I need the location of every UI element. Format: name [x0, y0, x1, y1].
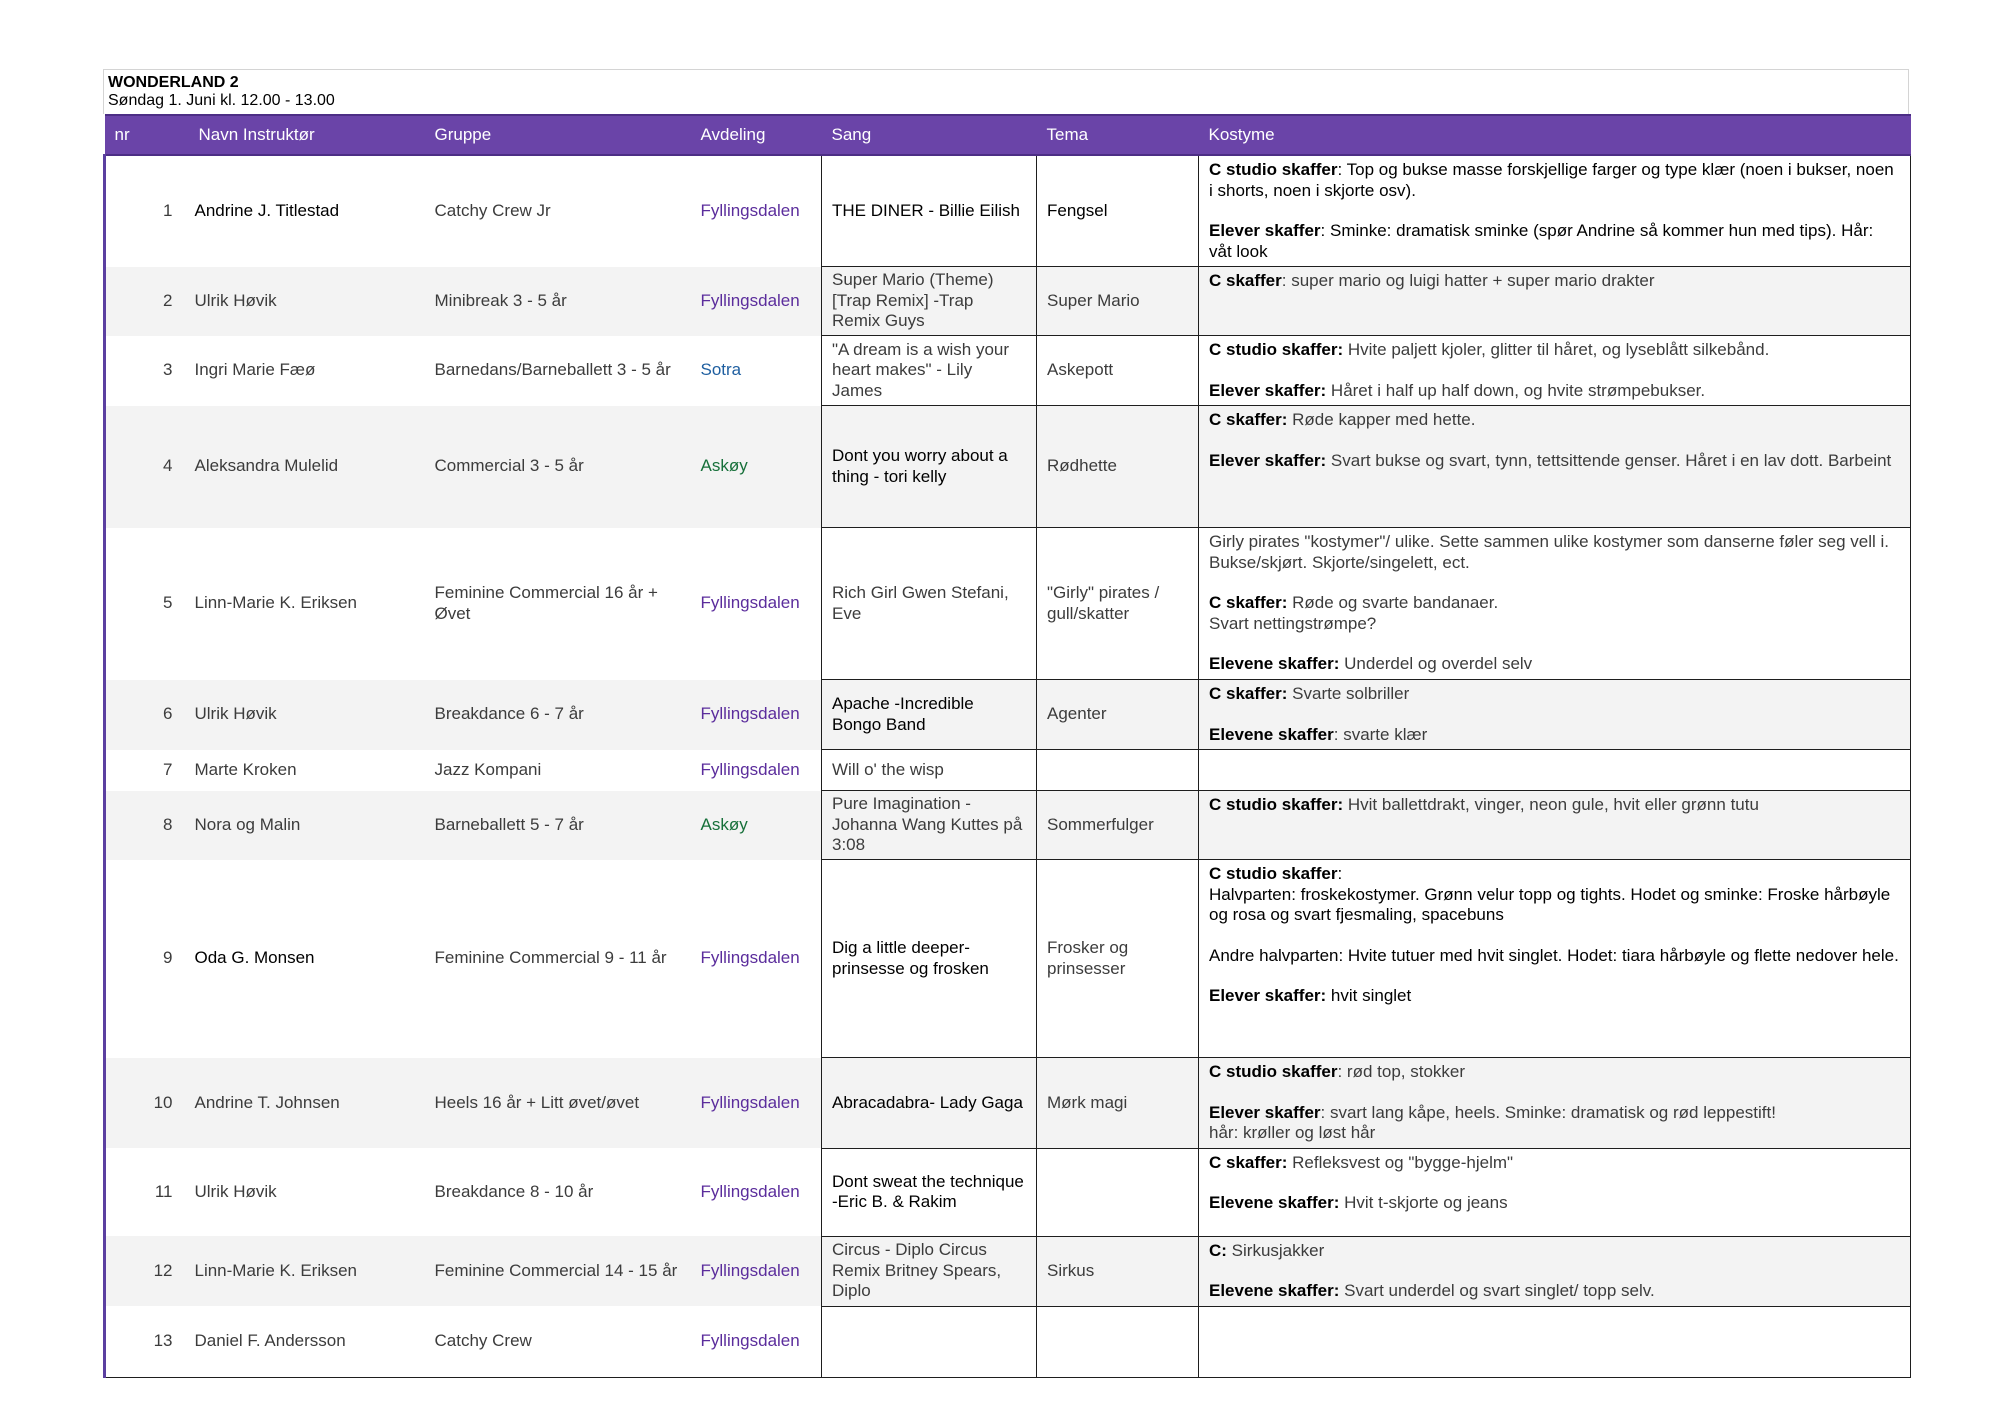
costume-line: [1209, 1103, 1900, 1124]
costume-label: Elever skaffer: [1209, 1102, 1321, 1122]
costume-text: : super mario og luigi hatter + super mario drakter: [1281, 271, 1655, 290]
costume-text: hvit singlet: [1326, 986, 1412, 1005]
costume-cell: [1199, 528, 1911, 680]
costume-gap: [1209, 361, 1900, 381]
title-box: [103, 69, 1909, 114]
theme-cell: Super Mario: [1037, 267, 1199, 336]
costume-text: Svart nettingstrømpe?: [1209, 613, 1377, 633]
costume-label: C studio skaffer:: [1209, 340, 1344, 359]
table-row: [105, 267, 1911, 336]
costume-cell: [1199, 336, 1911, 406]
costume-text: :: [1337, 864, 1343, 883]
theme-cell: [1037, 750, 1199, 791]
document-subtitle: Søndag 1. Juni kl. 12.00 - 13.00: [108, 92, 335, 109]
costume-label: C skaffer:: [1209, 593, 1288, 612]
costume-line: [1209, 381, 1900, 402]
costume-gap: [1209, 1261, 1900, 1281]
costume-gap: [1209, 926, 1900, 946]
theme-cell: Rødhette: [1037, 406, 1199, 528]
costume-label: C skaffer:: [1209, 1152, 1288, 1172]
header-nr: nr: [105, 115, 185, 155]
costume-gap: [1209, 573, 1900, 593]
costume-text: Sirkusjakker: [1226, 1240, 1325, 1260]
costume-line: [1209, 1123, 1900, 1144]
costume-gap: [1209, 634, 1900, 654]
costume-label: Elevene skaffer:: [1209, 654, 1340, 673]
group-name: Barnedans/Barneballett 3 - 5 år: [425, 336, 691, 406]
row-number: 5: [105, 528, 185, 680]
group-name: Jazz Kompani: [425, 750, 691, 791]
department-name: Fyllingsdalen: [691, 155, 822, 267]
costume-label: Elevene skaffer: [1209, 724, 1334, 744]
costume-label: Elever skaffer:: [1209, 450, 1327, 470]
table-row: [105, 750, 1911, 791]
costume-cell: [1199, 1236, 1911, 1306]
table-row: [105, 1058, 1911, 1149]
table-row: [105, 1148, 1911, 1236]
instructor-name: Ulrik Høvik: [185, 680, 425, 750]
group-name: Commercial 3 - 5 år: [425, 406, 691, 528]
row-number: 9: [105, 860, 185, 1058]
costume-gap: [1209, 1083, 1900, 1103]
header-department: Avdeling: [691, 115, 822, 155]
table-row: [105, 528, 1911, 680]
costume-label: Elever skaffer:: [1209, 380, 1327, 400]
table-row: [105, 1236, 1911, 1306]
row-number: 4: [105, 406, 185, 528]
theme-cell: Fengsel: [1037, 155, 1199, 267]
table-row: [105, 155, 1911, 267]
costume-line: [1209, 1062, 1900, 1083]
costume-line: [1209, 725, 1900, 746]
costume-text: Røde og svarte bandanaer.: [1287, 593, 1499, 612]
costume-line: [1209, 221, 1900, 262]
theme-cell: Frosker og prinsesser: [1037, 860, 1199, 1058]
costume-gap: [1209, 431, 1900, 451]
schedule-sheet: [103, 69, 1909, 1378]
table-row: [105, 860, 1911, 1058]
costume-label: Elever skaffer:: [1209, 986, 1327, 1005]
song-cell: Super Mario (Theme) [Trap Remix] -Trap Remix Guys: [822, 267, 1037, 336]
row-number: 10: [105, 1058, 185, 1149]
table-row: [105, 336, 1911, 406]
costume-line: [1209, 1241, 1900, 1262]
song-cell: Apache -Incredible Bongo Band: [822, 680, 1037, 750]
department-name: Fyllingsdalen: [691, 1236, 822, 1306]
instructor-name: Aleksandra Mulelid: [185, 406, 425, 528]
instructor-name: Ulrik Høvik: [185, 267, 425, 336]
costume-line: [1209, 946, 1900, 967]
instructor-name: Ulrik Høvik: [185, 1148, 425, 1236]
costume-gap: [1209, 201, 1900, 221]
song-cell: Circus - Diplo Circus Remix Britney Spears, Diplo: [822, 1236, 1037, 1306]
department-name: Fyllingsdalen: [691, 1306, 822, 1377]
department-name: Askøy: [691, 406, 822, 528]
department-name: Fyllingsdalen: [691, 680, 822, 750]
costume-cell: [1199, 406, 1911, 528]
costume-text: Røde kapper med hette.: [1287, 410, 1476, 429]
costume-gap: [1209, 1173, 1900, 1193]
costume-label: C studio skaffer: [1209, 160, 1338, 179]
group-name: Breakdance 6 - 7 år: [425, 680, 691, 750]
theme-cell: "Girly" pirates / gull/skatter: [1037, 528, 1199, 680]
costume-line: [1209, 340, 1900, 361]
costume-line: [1209, 614, 1900, 635]
row-number: 2: [105, 267, 185, 336]
costume-cell: [1199, 1148, 1911, 1236]
department-name: Fyllingsdalen: [691, 860, 822, 1058]
costume-line: [1209, 1153, 1900, 1174]
theme-cell: Askepott: [1037, 336, 1199, 406]
costume-label: C:: [1209, 1240, 1227, 1260]
table-row: [105, 406, 1911, 528]
costume-line: [1209, 795, 1900, 816]
costume-line: [1209, 864, 1900, 885]
theme-cell: [1037, 1306, 1199, 1377]
costume-text: hår: krøller og løst hår: [1209, 1123, 1376, 1142]
document-title: WONDERLAND 2: [108, 74, 239, 91]
department-name: Fyllingsdalen: [691, 750, 822, 791]
costume-cell: [1199, 155, 1911, 267]
costume-line: [1209, 654, 1900, 675]
theme-cell: Mørk magi: [1037, 1058, 1199, 1149]
costume-label: Elevene skaffer:: [1209, 1281, 1340, 1300]
group-name: Heels 16 år + Litt øvet/øvet: [425, 1058, 691, 1149]
costume-text: : Sminke: dramatisk sminke (spør Andrine så kommer hun med tips). Hår: våt look: [1209, 221, 1874, 261]
costume-label: C studio skaffer:: [1209, 795, 1344, 814]
song-cell: THE DINER - Billie Eilish: [822, 155, 1037, 267]
song-cell: "A dream is a wish your heart makes" - Lily James: [822, 336, 1037, 406]
table-row: [105, 791, 1911, 860]
header-song: Sang: [822, 115, 1037, 155]
theme-cell: Agenter: [1037, 680, 1199, 750]
costume-text: : Top og bukse masse forskjellige farger og type klær (noen i bukser, noen i shorts, noen i skjorte osv).: [1209, 160, 1894, 200]
costume-line: [1209, 271, 1900, 292]
costume-cell: [1199, 750, 1911, 791]
song-cell: Dig a little deeper- prinsesse og frosken: [822, 860, 1037, 1058]
costume-line: [1209, 885, 1900, 926]
song-cell: [822, 1306, 1037, 1377]
costume-text: Underdel og overdel selv: [1339, 654, 1533, 673]
costume-line: [1209, 986, 1900, 1007]
department-name: Fyllingsdalen: [691, 267, 822, 336]
costume-text: Hvite paljett kjoler, glitter til håret, og lyseblått silkebånd.: [1343, 340, 1770, 359]
costume-label: Elevene skaffer:: [1209, 1193, 1340, 1212]
schedule-table: [103, 114, 1911, 1378]
instructor-name: Oda G. Monsen: [185, 860, 425, 1058]
costume-label: C studio skaffer: [1209, 864, 1338, 883]
costume-line: [1209, 1281, 1900, 1302]
costume-cell: [1199, 791, 1911, 860]
costume-label: C skaffer:: [1209, 684, 1288, 703]
row-number: 8: [105, 791, 185, 860]
song-cell: Abracadabra- Lady Gaga: [822, 1058, 1037, 1149]
costume-line: [1209, 451, 1900, 472]
costume-label: Elever skaffer: [1209, 221, 1321, 240]
theme-cell: Sirkus: [1037, 1236, 1199, 1306]
costume-text: : rød top, stokker: [1337, 1062, 1466, 1081]
costume-line: [1209, 1193, 1900, 1214]
department-name: Askøy: [691, 791, 822, 860]
costume-cell: [1199, 1306, 1911, 1377]
group-name: Feminine Commercial 14 - 15 år: [425, 1236, 691, 1306]
group-name: Feminine Commercial 16 år + Øvet: [425, 528, 691, 680]
costume-text: Hvit t-skjorte og jeans: [1339, 1193, 1508, 1212]
costume-gap: [1209, 705, 1900, 725]
costume-line: [1209, 410, 1900, 431]
row-number: 12: [105, 1236, 185, 1306]
group-name: Minibreak 3 - 5 år: [425, 267, 691, 336]
instructor-name: Linn-Marie K. Eriksen: [185, 528, 425, 680]
table-row: [105, 1306, 1911, 1377]
instructor-name: Andrine T. Johnsen: [185, 1058, 425, 1149]
theme-cell: [1037, 1148, 1199, 1236]
costume-label: C skaffer: [1209, 271, 1282, 290]
header-theme: Tema: [1037, 115, 1199, 155]
costume-gap: [1209, 966, 1900, 986]
costume-label: C skaffer:: [1209, 410, 1288, 429]
row-number: 6: [105, 680, 185, 750]
costume-text: Svart underdel og svart singlet/ topp selv.: [1339, 1281, 1655, 1300]
instructor-name: Daniel F. Andersson: [185, 1306, 425, 1377]
costume-text: Svart bukse og svart, tynn, tettsittende genser. Håret i en lav dott. Barbeint: [1326, 450, 1892, 470]
instructor-name: Andrine J. Titlestad: [185, 155, 425, 267]
row-number: 11: [105, 1148, 185, 1236]
group-name: Catchy Crew: [425, 1306, 691, 1377]
row-number: 1: [105, 155, 185, 267]
costume-text: Girly pirates "kostymer"/ ulike. Sette sammen ulike kostymer som danserne føler seg vell i. Bukse/skjørt. Skjorte/singelett, ect.: [1209, 532, 1890, 572]
header-costume: Kostyme: [1199, 115, 1911, 155]
department-name: Fyllingsdalen: [691, 528, 822, 680]
table-row: [105, 680, 1911, 750]
costume-text: : svart lang kåpe, heels. Sminke: dramatisk og rød leppestift!: [1320, 1102, 1776, 1122]
instructor-name: Linn-Marie K. Eriksen: [185, 1236, 425, 1306]
costume-text: Hvit ballettdrakt, vinger, neon gule, hvit eller grønn tutu: [1343, 795, 1759, 814]
department-name: Sotra: [691, 336, 822, 406]
song-cell: Rich Girl Gwen Stefani, Eve: [822, 528, 1037, 680]
costume-text: Svarte solbriller: [1287, 684, 1410, 703]
header-row: [105, 115, 1911, 155]
header-group: Gruppe: [425, 115, 691, 155]
costume-text: Håret i half up half down, og hvite strømpebukser.: [1326, 380, 1706, 400]
costume-text: : svarte klær: [1333, 724, 1428, 744]
group-name: Barneballett 5 - 7 år: [425, 791, 691, 860]
row-number: 7: [105, 750, 185, 791]
row-number: 13: [105, 1306, 185, 1377]
department-name: Fyllingsdalen: [691, 1058, 822, 1149]
instructor-name: Ingri Marie Fæø: [185, 336, 425, 406]
instructor-name: Nora og Malin: [185, 791, 425, 860]
song-cell: Pure Imagination - Johanna Wang Kuttes på 3:08: [822, 791, 1037, 860]
department-name: Fyllingsdalen: [691, 1148, 822, 1236]
song-cell: Dont you worry about a thing - tori kelly: [822, 406, 1037, 528]
song-cell: Dont sweat the technique -Eric B. & Rakim: [822, 1148, 1037, 1236]
costume-label: C studio skaffer: [1209, 1062, 1338, 1081]
song-cell: Will o' the wisp: [822, 750, 1037, 791]
costume-text: Refleksvest og "bygge-hjelm": [1287, 1152, 1514, 1172]
group-name: Feminine Commercial 9 - 11 år: [425, 860, 691, 1058]
instructor-name: Marte Kroken: [185, 750, 425, 791]
costume-text: Halvparten: froskekostymer. Grønn velur topp og tights. Hodet og sminke: Froske hårbøyle og rosa og svart fjesmaling, spacebuns: [1209, 884, 1891, 924]
costume-line: [1209, 593, 1900, 614]
costume-line: [1209, 532, 1900, 573]
row-number: 3: [105, 336, 185, 406]
group-name: Catchy Crew Jr: [425, 155, 691, 267]
costume-text: Andre halvparten: Hvite tutuer med hvit singlet. Hodet: tiara hårbøyle og flette nedover hele.: [1209, 945, 1899, 965]
costume-cell: [1199, 680, 1911, 750]
header-instructor: Navn Instruktør: [185, 115, 425, 155]
costume-cell: [1199, 267, 1911, 336]
group-name: Breakdance 8 - 10 år: [425, 1148, 691, 1236]
costume-line: [1209, 160, 1900, 201]
theme-cell: Sommerfulger: [1037, 791, 1199, 860]
costume-cell: [1199, 860, 1911, 1058]
costume-line: [1209, 684, 1900, 705]
costume-cell: [1199, 1058, 1911, 1149]
